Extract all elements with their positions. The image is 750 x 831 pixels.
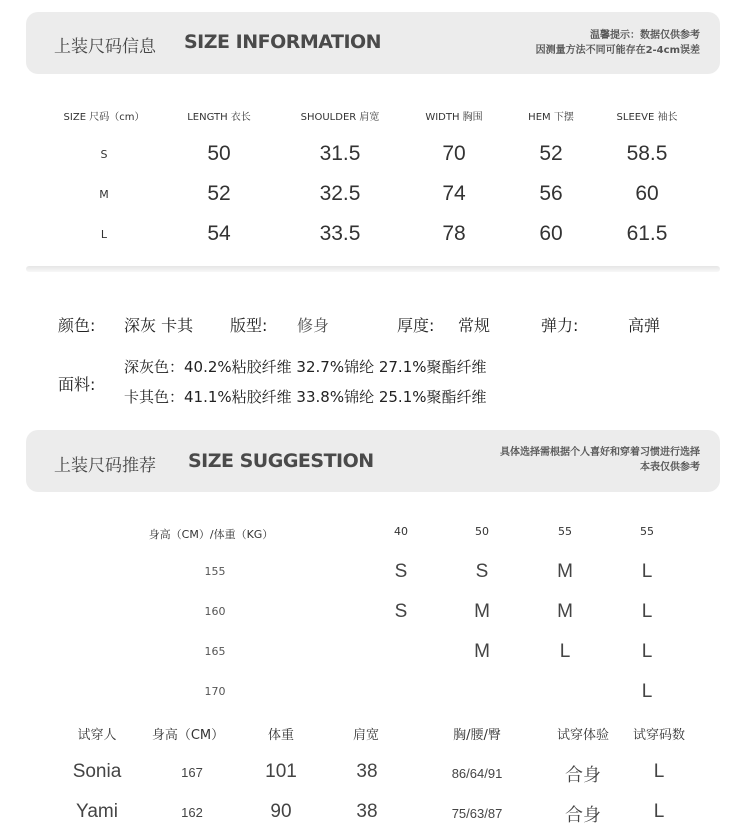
suggested-size: M <box>557 601 573 622</box>
fabric-line-dark-grey: 深灰色：40.2%粘胶纤维 32.7%锦纶 27.1%聚酯纤维 <box>124 358 487 376</box>
size-info-note-line1: 温馨提示：数据仅供参考 <box>590 30 700 41</box>
tryon-bwh: 86/64/91 <box>451 766 503 781</box>
thickness-value: 常规 <box>458 316 491 335</box>
col-header-sleeve: SLEEVE 袖长 <box>616 112 678 123</box>
hem-value: 60 <box>539 222 563 245</box>
suggested-size: M <box>557 561 573 582</box>
corner-label: 身高（CM）/体重（KG） <box>148 528 274 541</box>
tryon-header-shoulder: 肩宽 <box>352 728 380 743</box>
tryon-person: Sonia <box>72 761 122 782</box>
section-divider <box>26 266 720 272</box>
size-label: S <box>100 148 108 161</box>
suggested-size: L <box>641 641 653 662</box>
tryon-size: L <box>653 761 665 782</box>
col-header-length: LENGTH 衣长 <box>187 112 251 123</box>
col-header-width: WIDTH 胸围 <box>425 112 483 123</box>
size-info-title-cn: 上装尺码信息 <box>54 37 156 57</box>
size-suggestion-banner <box>26 430 720 492</box>
tryon-header-bwh: 胸/腰/臀 <box>453 728 501 743</box>
width-value: 70 <box>442 142 466 165</box>
elasticity-value: 高弹 <box>628 316 661 335</box>
elasticity-label: 弹力: <box>541 316 579 335</box>
tryon-weight: 90 <box>270 801 292 822</box>
width-value: 74 <box>442 182 466 205</box>
col-header-size: SIZE 尺码（cm） <box>63 112 145 123</box>
color-value: 深灰 卡其 <box>124 316 194 335</box>
weight-header: 55 <box>640 525 654 538</box>
weight-header: 55 <box>558 525 572 538</box>
length-value: 50 <box>207 142 231 165</box>
col-header-hem: HEM 下摆 <box>528 112 574 123</box>
shoulder-value: 33.5 <box>319 222 361 245</box>
size-suggestion-note-line1: 具体选择需根据个人喜好和穿着习惯进行选择 <box>500 447 700 458</box>
height-label: 165 <box>204 645 226 658</box>
tryon-header-weight: 体重 <box>267 728 295 743</box>
tryon-header-person: 试穿人 <box>77 728 117 743</box>
size-info-note <box>536 28 700 58</box>
size-info-banner <box>26 12 720 74</box>
tryon-height: 162 <box>181 805 203 820</box>
fabric-label: 面料: <box>58 375 96 394</box>
size-suggestion-note <box>500 445 700 475</box>
thickness-label: 厚度: <box>397 316 435 335</box>
fit-label: 版型: <box>230 316 268 335</box>
size-info-title-en: SIZE INFORMATION <box>184 31 382 53</box>
suggested-size: M <box>474 641 490 662</box>
weight-header: 40 <box>394 525 408 538</box>
tryon-person: Yami <box>76 801 118 822</box>
shoulder-value: 32.5 <box>319 182 361 205</box>
suggested-size: L <box>641 601 653 622</box>
tryon-shoulder: 38 <box>356 761 378 782</box>
suggested-size: L <box>559 641 571 662</box>
tryon-size: L <box>653 801 665 822</box>
hem-value: 56 <box>539 182 563 205</box>
size-suggestion-title-cn: 上装尺码推荐 <box>54 456 156 476</box>
tryon-experience: 合身 <box>565 765 601 786</box>
width-value: 78 <box>442 222 466 245</box>
tryon-height: 167 <box>181 765 203 780</box>
color-label: 颜色: <box>58 316 96 335</box>
height-label: 155 <box>204 565 226 578</box>
height-label: 170 <box>204 685 226 698</box>
suggested-size: S <box>394 561 408 582</box>
tryon-shoulder: 38 <box>356 801 378 822</box>
size-suggestion-title-en: SIZE SUGGESTION <box>188 450 374 472</box>
length-value: 54 <box>207 222 231 245</box>
sleeve-value: 58.5 <box>626 142 668 165</box>
height-label: 160 <box>204 605 226 618</box>
suggested-size: S <box>475 561 489 582</box>
fit-value: 修身 <box>297 316 330 335</box>
size-info-note-line2: 因测量方法不同可能存在2-4cm误差 <box>535 45 700 56</box>
weight-header: 50 <box>475 525 489 538</box>
shoulder-value: 31.5 <box>319 142 361 165</box>
tryon-bwh: 75/63/87 <box>451 806 503 821</box>
tryon-weight: 101 <box>265 761 297 782</box>
length-value: 52 <box>207 182 231 205</box>
col-header-shoulder: SHOULDER 肩宽 <box>300 112 380 123</box>
suggested-size: M <box>474 601 490 622</box>
size-label: M <box>99 188 109 201</box>
suggested-size: S <box>394 601 408 622</box>
tryon-header-experience: 试穿体验 <box>556 728 610 743</box>
tryon-header-size: 试穿码数 <box>632 728 686 743</box>
suggested-size: L <box>641 681 653 702</box>
suggested-size: L <box>641 561 653 582</box>
sleeve-value: 61.5 <box>626 222 668 245</box>
sleeve-value: 60 <box>635 182 659 205</box>
tryon-experience: 合身 <box>565 805 601 826</box>
size-label: L <box>100 228 108 241</box>
size-suggestion-note-line2: 本表仅供参考 <box>640 462 700 473</box>
fabric-line-khaki: 卡其色：41.1%粘胶纤维 33.8%锦纶 25.1%聚酯纤维 <box>124 388 487 406</box>
tryon-header-height: 身高（CM） <box>151 728 225 743</box>
hem-value: 52 <box>539 142 563 165</box>
